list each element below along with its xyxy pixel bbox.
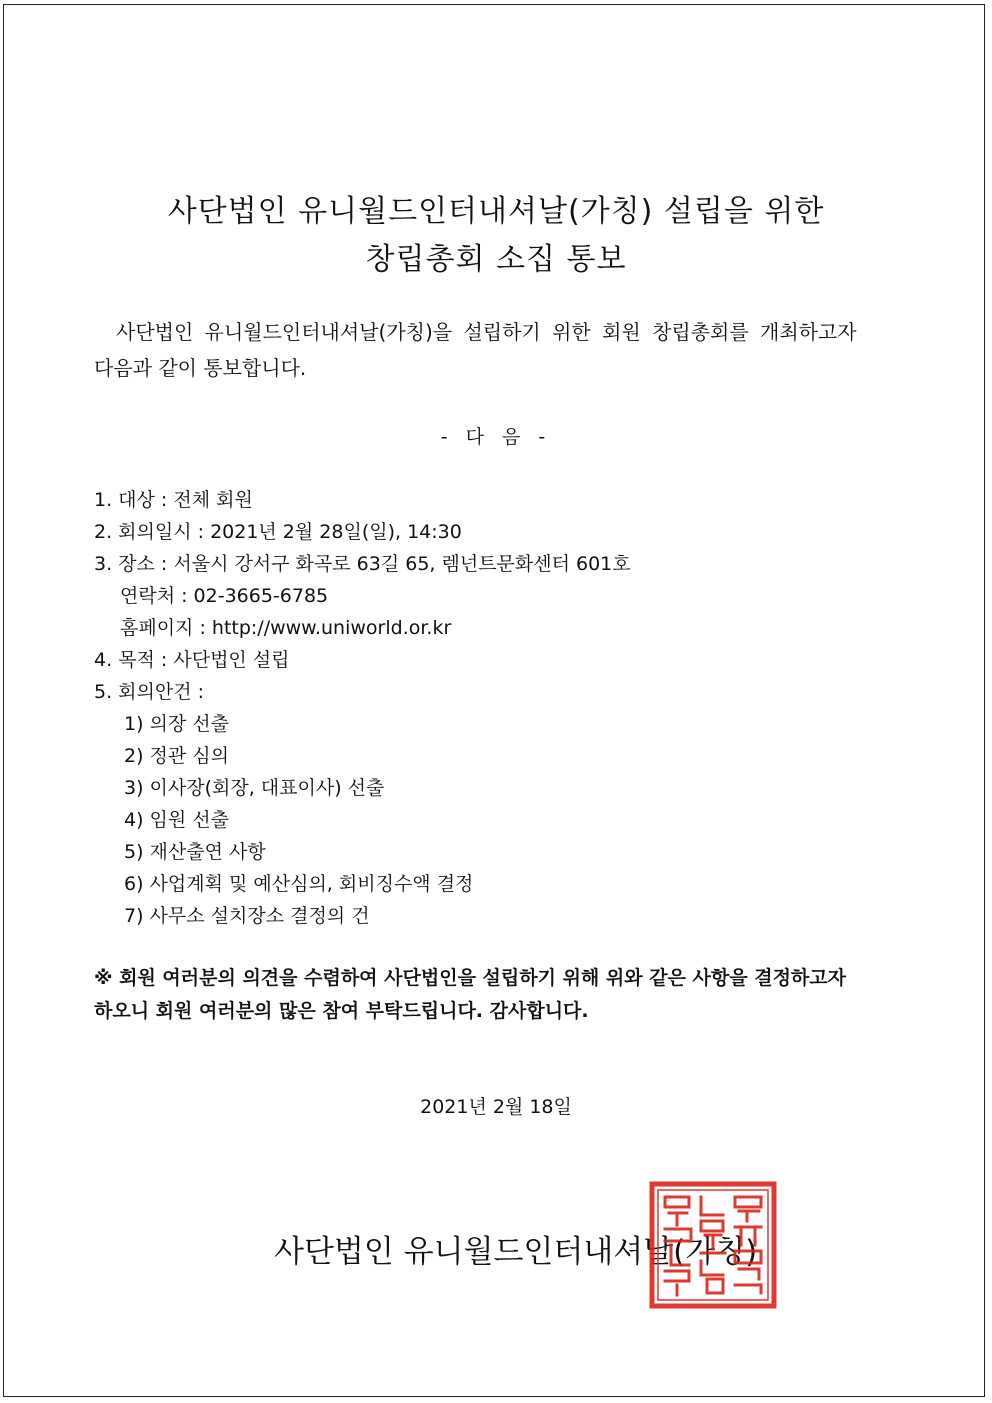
agenda-item: 1) 의장 선출: [124, 713, 229, 735]
details-list: [94, 484, 894, 932]
intro-paragraph-line1: 사단법인 유니월드인터내셔날(가칭)을 설립하기 위한 회원 창립총회를 개최하고자: [116, 320, 857, 344]
agenda-item: 4) 임원 선출: [124, 809, 229, 831]
agenda-item: 3) 이사장(회장, 대표이사) 선출: [124, 777, 385, 799]
item-datetime: 2. 회의일시 : 2021년 2월 28일(일), 14:30: [94, 521, 462, 543]
item-contact: 연락처 : 02-3665-6785: [120, 585, 329, 607]
agenda-item: 2) 정관 심의: [124, 745, 229, 767]
item-target: 1. 대상 : 전체 회원: [94, 489, 253, 511]
item-purpose: 4. 목적 : 사단법인 설립: [94, 649, 290, 671]
agenda-item: 7) 사무소 설치장소 결정의 건: [124, 905, 370, 927]
issue-date: 2021년 2월 18일: [420, 1096, 572, 1118]
agenda-item: 5) 재산출연 사항: [124, 841, 266, 863]
official-seal-stamp: [649, 1181, 777, 1309]
intro-paragraph-line2: 다음과 같이 통보합니다.: [94, 356, 307, 380]
section-heading: - 다 음 -: [440, 426, 552, 448]
item-agenda-label: 5. 회의안건 :: [94, 681, 205, 703]
agenda-item: 6) 사업계획 및 예산심의, 회비징수액 결정: [124, 873, 474, 895]
notice-paragraph: [94, 962, 914, 1028]
notice-line2: 하오니 회원 여러분의 많은 참여 부탁드립니다. 감사합니다.: [94, 1000, 589, 1022]
document-title-line2: 창립총회 소집 통보: [365, 242, 627, 277]
item-place: 3. 장소 : 서울시 강서구 화곡로 63길 65, 렘넌트문화센터 601호: [94, 553, 631, 575]
item-homepage: 홈페이지 : http://www.uniworld.or.kr: [120, 617, 452, 639]
document-title-line1: 사단법인 유니월드인터내셔날(가칭) 설립을 위한: [167, 194, 825, 229]
organization-name: 사단법인 유니월드인터내셔날(가칭): [274, 1234, 758, 1270]
notice-line1: ※ 회원 여러분의 의견을 수렴하여 사단법인을 설립하기 위해 위와 같은 사항을 결정하고자: [94, 967, 846, 989]
